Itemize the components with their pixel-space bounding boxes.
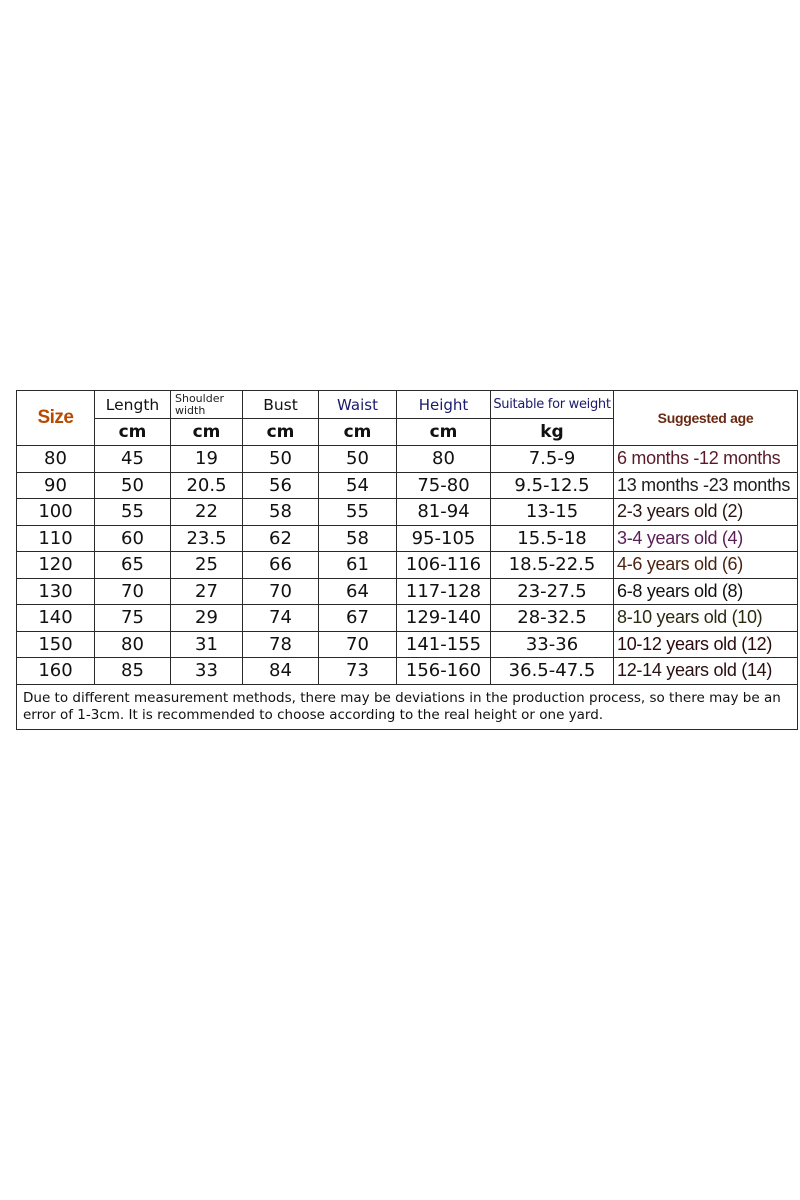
cell-weight: 36.5-47.5 [491,658,614,685]
cell-shoulder-width: 25 [171,552,243,579]
cell-suggested-age: 3-4 years old (4) [614,525,798,552]
unit-shoulder-width: cm [171,419,243,446]
cell-height: 141-155 [397,631,491,658]
cell-length: 50 [95,472,171,499]
cell-waist: 67 [319,605,397,632]
cell-height: 81-94 [397,499,491,526]
cell-shoulder-width: 22 [171,499,243,526]
header-waist: Waist [319,391,397,419]
cell-weight: 28-32.5 [491,605,614,632]
cell-height: 75-80 [397,472,491,499]
size-row [17,578,798,605]
cell-length: 60 [95,525,171,552]
header-height: Height [397,391,491,419]
cell-length: 70 [95,578,171,605]
cell-weight: 13-15 [491,499,614,526]
cell-bust: 66 [243,552,319,579]
cell-bust: 74 [243,605,319,632]
cell-shoulder-width: 23.5 [171,525,243,552]
cell-bust: 78 [243,631,319,658]
size-row [17,552,798,579]
cell-suggested-age: 6-8 years old (8) [614,578,798,605]
cell-length: 80 [95,631,171,658]
cell-waist: 58 [319,525,397,552]
cell-shoulder-width: 29 [171,605,243,632]
cell-height: 80 [397,446,491,473]
cell-suggested-age: 6 months -12 months [614,446,798,473]
cell-length: 45 [95,446,171,473]
cell-bust: 58 [243,499,319,526]
cell-size: 100 [17,499,95,526]
cell-waist: 70 [319,631,397,658]
size-chart-table [16,390,798,730]
cell-height: 156-160 [397,658,491,685]
cell-size: 140 [17,605,95,632]
cell-bust: 56 [243,472,319,499]
cell-length: 75 [95,605,171,632]
cell-suggested-age: 10-12 years old (12) [614,631,798,658]
size-row [17,499,798,526]
cell-length: 85 [95,658,171,685]
cell-waist: 73 [319,658,397,685]
cell-suggested-age: 13 months -23 months [614,472,798,499]
cell-suggested-age: 12-14 years old (14) [614,658,798,685]
size-row [17,605,798,632]
header-label-row [17,391,798,419]
cell-suggested-age: 4-6 years old (6) [614,552,798,579]
cell-waist: 61 [319,552,397,579]
size-row [17,472,798,499]
cell-height: 117-128 [397,578,491,605]
cell-weight: 7.5-9 [491,446,614,473]
unit-waist: cm [319,419,397,446]
header-size: Size [17,391,95,446]
cell-size: 160 [17,658,95,685]
cell-size: 130 [17,578,95,605]
cell-waist: 50 [319,446,397,473]
size-row [17,525,798,552]
cell-shoulder-width: 33 [171,658,243,685]
footnote-row [17,684,798,729]
cell-bust: 70 [243,578,319,605]
cell-suggested-age: 2-3 years old (2) [614,499,798,526]
cell-length: 55 [95,499,171,526]
cell-weight: 33-36 [491,631,614,658]
footnote: Due to different measurement methods, there may be deviations in the production process, so there may be an error of 1-3cm. It is recommended to choose according to the real height or one yard. [17,684,798,729]
cell-height: 106-116 [397,552,491,579]
cell-bust: 50 [243,446,319,473]
cell-shoulder-width: 27 [171,578,243,605]
cell-length: 65 [95,552,171,579]
cell-size: 110 [17,525,95,552]
cell-size: 90 [17,472,95,499]
cell-waist: 54 [319,472,397,499]
size-row [17,658,798,685]
cell-size: 80 [17,446,95,473]
cell-waist: 64 [319,578,397,605]
unit-length: cm [95,419,171,446]
cell-shoulder-width: 20.5 [171,472,243,499]
cell-shoulder-width: 31 [171,631,243,658]
cell-weight: 15.5-18 [491,525,614,552]
header-shoulder-width: Shoulder width [171,391,243,419]
unit-height: cm [397,419,491,446]
cell-weight: 18.5-22.5 [491,552,614,579]
cell-height: 129-140 [397,605,491,632]
cell-size: 150 [17,631,95,658]
cell-shoulder-width: 19 [171,446,243,473]
header-bust: Bust [243,391,319,419]
header-weight: Suitable for weight [491,391,614,419]
cell-weight: 9.5-12.5 [491,472,614,499]
size-rows [17,446,798,685]
cell-bust: 62 [243,525,319,552]
header-length: Length [95,391,171,419]
cell-suggested-age: 8-10 years old (10) [614,605,798,632]
cell-bust: 84 [243,658,319,685]
unit-bust: cm [243,419,319,446]
header-suggested-age: Suggested age [614,391,798,446]
unit-weight: kg [491,419,614,446]
cell-size: 120 [17,552,95,579]
cell-waist: 55 [319,499,397,526]
size-row [17,631,798,658]
size-row [17,446,798,473]
cell-weight: 23-27.5 [491,578,614,605]
cell-height: 95-105 [397,525,491,552]
